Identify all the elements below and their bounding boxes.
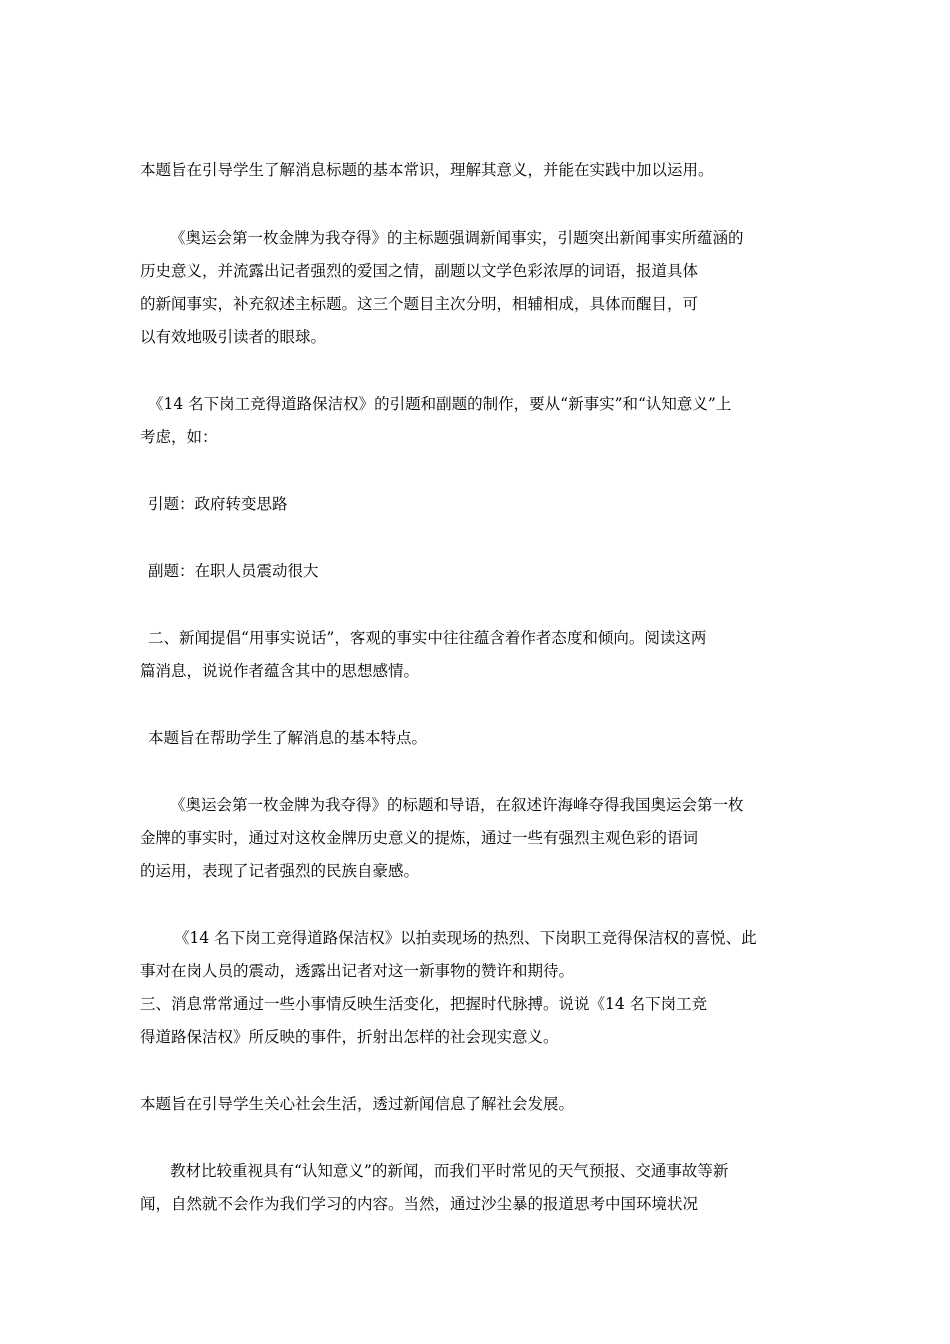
paragraph-line: 金牌的事实时，通过对这枚金牌历史意义的提炼，通过一些有强烈主观色彩的语词 xyxy=(140,829,699,847)
paragraph-line: 得道路保洁权》所反映的事件，折射出怎样的社会现实意义。 xyxy=(140,1028,559,1046)
paragraph-line: 闻，自然就不会作为我们学习的内容。当然，通过沙尘暴的报道思考中国环境状况 xyxy=(140,1195,699,1213)
paragraph-line: 二、新闻提倡“用事实说话”，客观的事实中往往蕴含着作者态度和倾向。阅读这两 xyxy=(148,629,707,647)
paragraph-line: 《奥运会第一枚金牌为我夺得》的主标题强调新闻事实，引题突出新闻事实所蕴涵的 xyxy=(170,229,744,247)
paragraph-line: 副题：在职人员震动很大 xyxy=(148,562,319,580)
paragraph-line: 本题旨在引导学生关心社会生活，透过新闻信息了解社会发展。 xyxy=(140,1095,575,1113)
paragraph-line: 《14 名下岗工竞得道路保洁权》以拍卖现场的热烈、下岗职工竞得保洁权的喜悦、此 xyxy=(174,929,757,947)
paragraph-line: 教材比较重视具有“认知意义”的新闻，而我们平时常见的天气预报、交通事故等新 xyxy=(170,1162,729,1180)
paragraph-line: 的运用，表现了记者强烈的民族自豪感。 xyxy=(140,862,420,880)
paragraph-line: 的新闻事实，补充叙述主标题。这三个题目主次分明，相辅相成，具体而醒目，可 xyxy=(140,295,699,313)
paragraph-line: 考虑，如： xyxy=(140,428,218,446)
paragraph-line: 引题：政府转变思路 xyxy=(148,495,288,513)
paragraph-line: 三、消息常常通过一些小事情反映生活变化，把握时代脉搏。说说《14 名下岗工竞 xyxy=(140,995,708,1013)
paragraph-line: 本题旨在帮助学生了解消息的基本特点。 xyxy=(148,729,428,747)
paragraph-line: 篇消息，说说作者蕴含其中的思想感情。 xyxy=(140,662,420,680)
paragraph-line: 《14 名下岗工竞得道路保洁权》的引题和副题的制作，要从“新事实”和“认知意义”上 xyxy=(148,395,732,413)
paragraph-line: 本题旨在引导学生了解消息标题的基本常识，理解其意义，并能在实践中加以运用。 xyxy=(140,161,714,179)
paragraph-line: 以有效地吸引读者的眼球。 xyxy=(140,328,327,346)
paragraph-line: 事对在岗人员的震动，透露出记者对这一新事物的赞许和期待。 xyxy=(140,962,575,980)
paragraph-line: 《奥运会第一枚金牌为我夺得》的标题和导语，在叙述许海峰夺得我国奥运会第一枚 xyxy=(170,796,744,814)
paragraph-line: 历史意义，并流露出记者强烈的爱国之情，副题以文学色彩浓厚的词语，报道具体 xyxy=(140,262,699,280)
